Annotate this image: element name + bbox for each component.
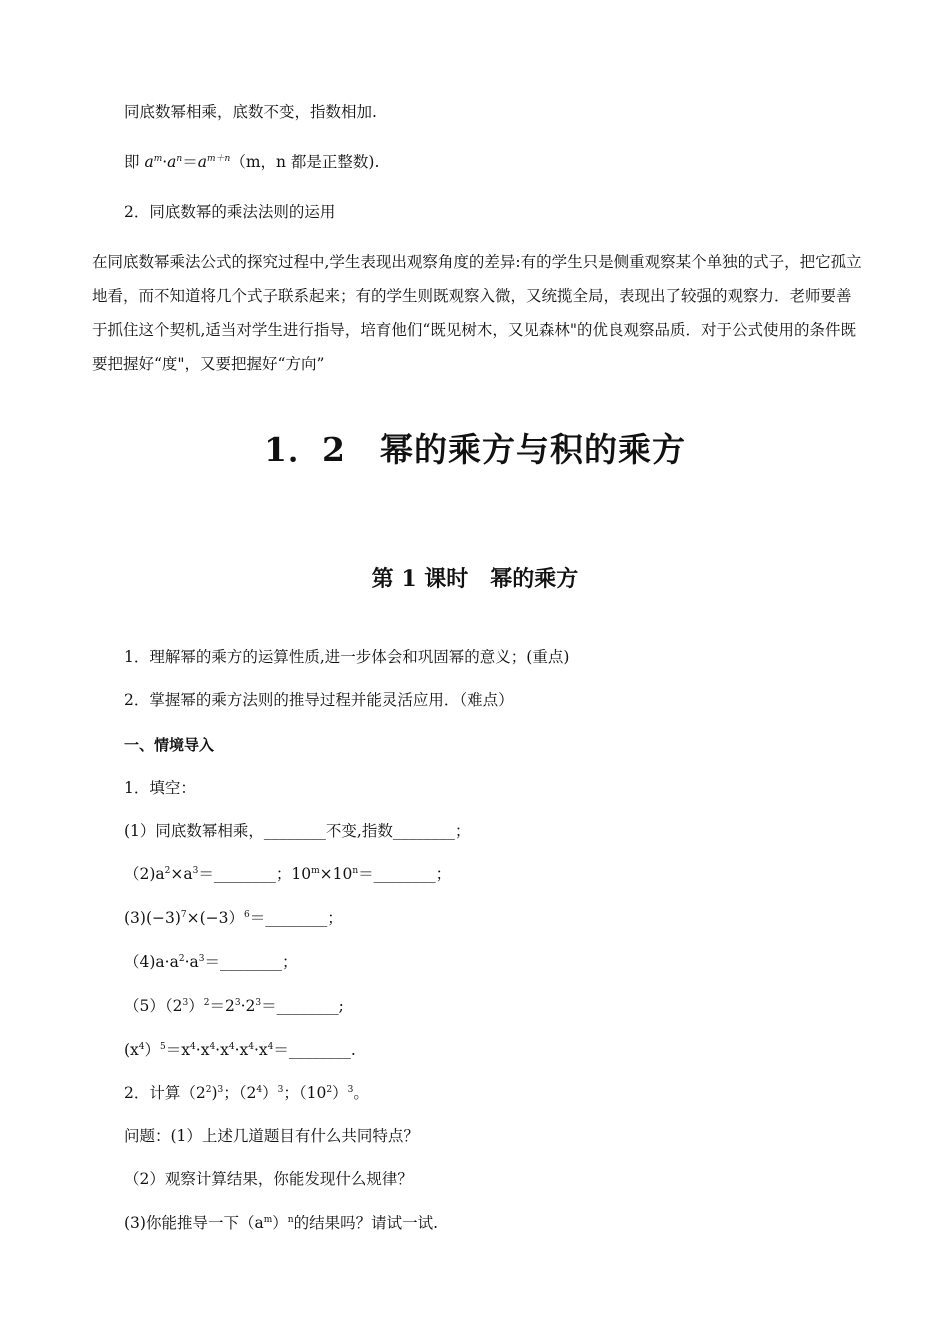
question-2: $(2)a^2\times a^3=\_\_\_\_\_\_\_\_$；$10^m\times 10^n=\_\_\_\_\_\_\_\_$；	[124, 865, 452, 883]
lesson-title: 第 1 课时 幂的乘方	[371, 566, 579, 592]
calculate-line: 2．计算$(2^2)^3$；$(2^4)^3$；$(10^2)^3$。	[124, 1084, 369, 1102]
question-5: $(5)(2^3)^2=2^3\cdot 2^3=\_\_\_\_\_\_\_\_$;	[124, 997, 344, 1015]
rule-text: 同底数幂相乘，底数不变，指数相加.	[124, 103, 377, 121]
question-intro: 问题：(1）上述几道题目有什么共同特点？	[124, 1127, 419, 1145]
question-pattern: （2）观察计算结果，你能发现什么规律？	[124, 1170, 413, 1188]
intro-heading: 一、情境导入	[124, 736, 215, 754]
section-title: 1．2 幂的乘方与积的乘方	[264, 430, 686, 469]
formula-line: 即 $a^m\cdot a^n=a^{m+n}(m$，n 都是正整数).	[124, 153, 380, 171]
question-6: $(x^4)^5=x^4\cdot x^4\cdot x^4\cdot x^4\cdot x^4=\_\_\_\_\_\_\_\_$.	[124, 1041, 356, 1059]
objective-2: 2．掌握幂的乘方法则的推导过程并能灵活应用．（难点）	[124, 691, 514, 709]
item-2: 2．同底数幂的乘法法则的运用	[124, 203, 336, 221]
question-derive: (3)你能推导一下$(a^m)^n$的结果吗？请试一试.	[124, 1214, 438, 1232]
fill-title: 1．填空：	[124, 779, 196, 797]
objective-1: 1．理解幂的乘方的运算性质,进一步体会和巩固幂的意义；(重点)	[124, 648, 570, 666]
body-paragraph: 在同底数幂乘法公式的探究过程中,学生表现出观察角度的差异:有的学生只是侧重观察某个单独的式子，把它孤立地看，而不知道将几个式子联系起来；有的学生则既观察入微，又统揽全局，表现出了较强的观察力．老师要善于抓住这个契机,适当对学生进行指导，培育他们“既见树木，又见森林"的优良观察品质．对于公式使用的条件既要把握好“度"，又要把握好“方向”	[92, 253, 862, 373]
question-3: $(3)(-3)^7\times(-3)^6=\_\_\_\_\_\_\_\_$；	[124, 909, 343, 927]
question-4: $(4)a\cdot a^2\cdot a^3=\_\_\_\_\_\_\_\_$；	[124, 953, 298, 971]
question-1: (1）同底数幂相乘，________不变,指数________；	[124, 822, 471, 840]
